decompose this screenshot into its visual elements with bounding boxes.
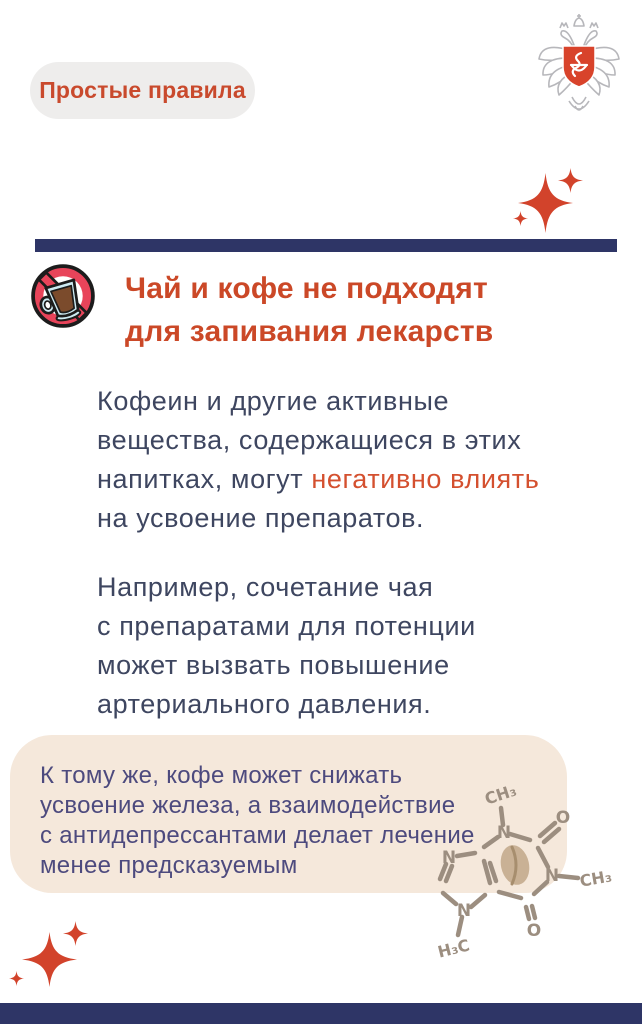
atom-label-o2: O (526, 921, 542, 941)
paragraph2-line1: Например, сочетание чая (97, 572, 434, 602)
paragraph1-line3-text: напитках, могут (97, 464, 312, 494)
methyl-label-right: CH₃ (578, 866, 614, 891)
bottom-footer-bar (0, 1003, 642, 1024)
paragraph-caffeine-effect (97, 382, 539, 538)
no-coffee-icon (29, 262, 97, 330)
sparkles-top-icon (505, 165, 585, 240)
paragraph2-line3: может вызвать повышение (97, 650, 450, 680)
sparkles-bottom-icon (0, 918, 100, 1008)
paragraph2-line2: с препаратами для потенции (97, 611, 476, 641)
caffeine-molecule-icon (424, 780, 640, 975)
ministry-of-health-emblem-icon (534, 13, 624, 117)
paragraph1-line4: на усвоение препаратов. (97, 503, 425, 533)
atom-label-n1: N (496, 823, 512, 843)
page-title-line1: Чай и кофе не подходят (125, 272, 488, 305)
atom-label-o1: O (555, 808, 571, 828)
note-line3: с антидепрессантами делает лечение (40, 822, 475, 849)
paragraph1-line1: Кофеин и другие активные (97, 386, 450, 416)
highlighted-phrase: негативно влиять (311, 464, 540, 494)
note-line4: менее предсказуемым (40, 852, 298, 879)
methyl-label-bottom: H₃C (435, 935, 472, 962)
note-line1: К тому же, кофе может снижать (40, 762, 403, 789)
paragraph-example (97, 568, 476, 724)
paragraph2-line4: артериального давления. (97, 689, 432, 719)
rubric-badge-label: Простые правила (39, 77, 246, 103)
methyl-label-top: CH₃ (482, 780, 519, 809)
page-title (125, 267, 493, 353)
page-title-line2: для запивания лекарств (125, 315, 494, 348)
paragraph1-line2: вещества, содержащиеся в этих (97, 425, 522, 455)
rubric-badge (30, 62, 255, 119)
note-line2: усвоение железа, а взаимодействие (40, 792, 456, 819)
top-divider-bar (35, 239, 617, 252)
atom-label-n7: N (441, 848, 457, 868)
atom-label-n9: N (456, 901, 472, 921)
paragraph1-line3 (97, 460, 539, 499)
atom-label-n3: N (544, 866, 560, 886)
